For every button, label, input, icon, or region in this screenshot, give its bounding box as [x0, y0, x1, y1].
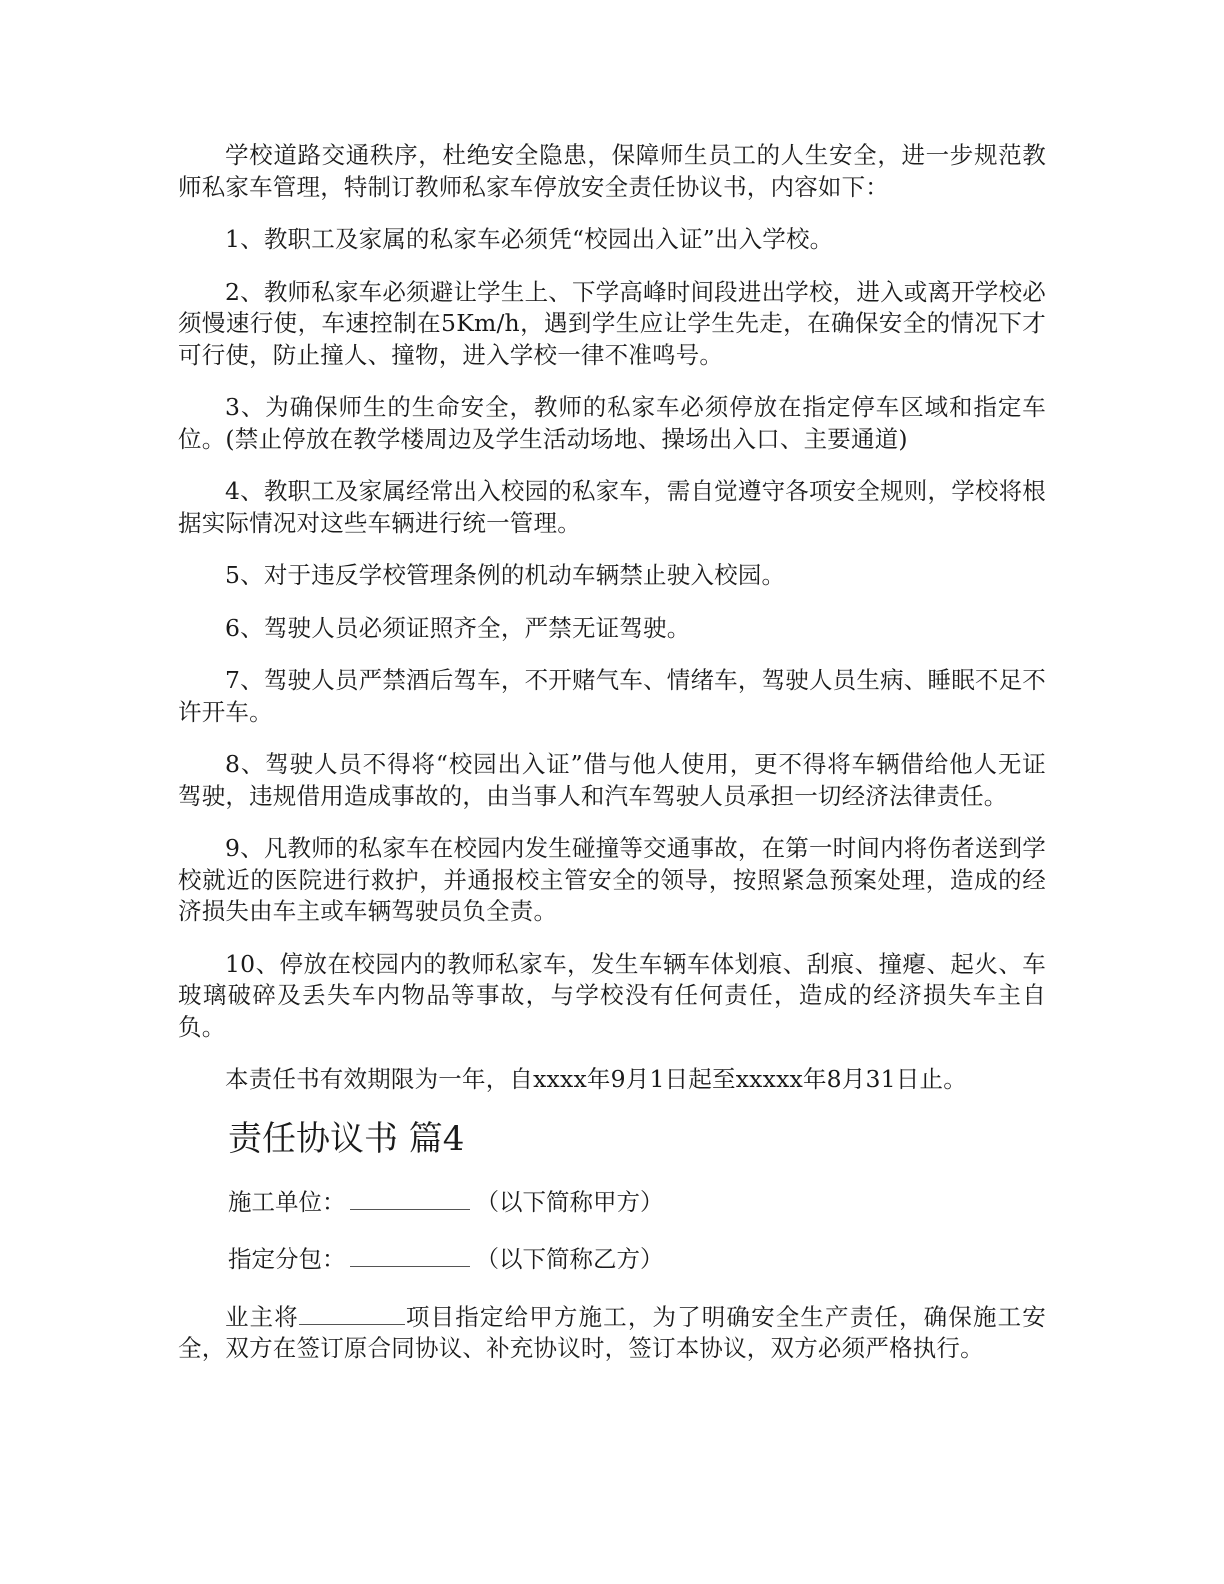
subcontractor-label: 指定分包： — [228, 1245, 346, 1273]
contractor-blank[interactable] — [350, 1187, 470, 1210]
clause-10: 10、停放在校园内的教师私家车，发生车辆车体划痕、刮痕、撞瘪、起火、车玻璃破碎及丢失车内物品等事故，与学校没有任何责任，造成的经济损失车主自负。 — [178, 949, 1046, 1041]
subcontractor-blank[interactable] — [350, 1244, 470, 1267]
clause-5: 5、对于违反学校管理条例的机动车辆禁止驶入校园。 — [225, 561, 786, 589]
closing-prefix: 业主将 — [225, 1302, 299, 1331]
clause-8: 8、驾驶人员不得将“校园出入证”借与他人使用，更不得将车辆借给他人无证驾驶，违规借用造成事故的，由当事人和汽车驾驶人员承担一切经济法律责任。 — [178, 750, 1046, 810]
closing-paragraph — [178, 1302, 1046, 1365]
subcontractor-field — [178, 1244, 1046, 1276]
section-heading: 责任协议书 篇4 — [228, 1118, 465, 1159]
clause-4: 4、教职工及家属经常出入校园的私家车，需自觉遵守各项安全规则，学校将根据实际情况对这些车辆进行统一管理。 — [178, 477, 1046, 537]
clause-3: 3、为确保师生的生命安全，教师的私家车必须停放在指定停车区域和指定车位。(禁止停放在教学楼周边及学生活动场地、操场出入口、主要通道) — [178, 393, 1046, 453]
project-blank[interactable] — [299, 1302, 405, 1325]
subcontractor-suffix: （以下简称乙方） — [475, 1245, 664, 1273]
clause-9: 9、凡教师的私家车在校园内发生碰撞等交通事故，在第一时间内将伤者送到学校就近的医院进行救护，并通报校主管安全的领导，按照紧急预案处理，造成的经济损失由车主或车辆驾驶员负全责。 — [178, 834, 1046, 925]
contractor-field — [178, 1187, 1046, 1219]
contractor-suffix: （以下简称甲方） — [475, 1187, 664, 1216]
clause-7: 7、驾驶人员严禁酒后驾车，不开赌气车、情绪车，驾驶人员生病、睡眠不足不许开车。 — [178, 666, 1046, 726]
clause-6: 6、驾驶人员必须证照齐全，严禁无证驾驶。 — [225, 613, 691, 642]
document-page — [178, 140, 1046, 1386]
clause-1: 1、教职工及家属的私家车必须凭“校园出入证”出入学校。 — [225, 225, 834, 253]
contractor-label: 施工单位： — [228, 1187, 346, 1216]
validity-paragraph: 本责任书有效期限为一年，自xxxx年9月1日起至xxxxx年8月31日止。 — [225, 1065, 967, 1093]
clause-2: 2、教师私家车必须避让学生上、下学高峰时间段进出学校，进入或离开学校必须慢速行使，车速控制在5Km/h，遇到学生应让学生先走，在确保安全的情况下才可行使，防止撞人、撞物，进入学校一律不准鸣号。 — [178, 277, 1046, 369]
intro-paragraph: 学校道路交通秩序，杜绝安全隐患，保障师生员工的人生安全，进一步规范教师私家车管理，特制订教师私家车停放安全责任协议书，内容如下： — [178, 141, 1046, 201]
closing-rest: 项目指定给甲方施工，为了明确安全生产责任，确保施工安全，双方在签订原合同协议、补充协议时，签订本协议，双方必须严格执行。 — [178, 1302, 1046, 1362]
